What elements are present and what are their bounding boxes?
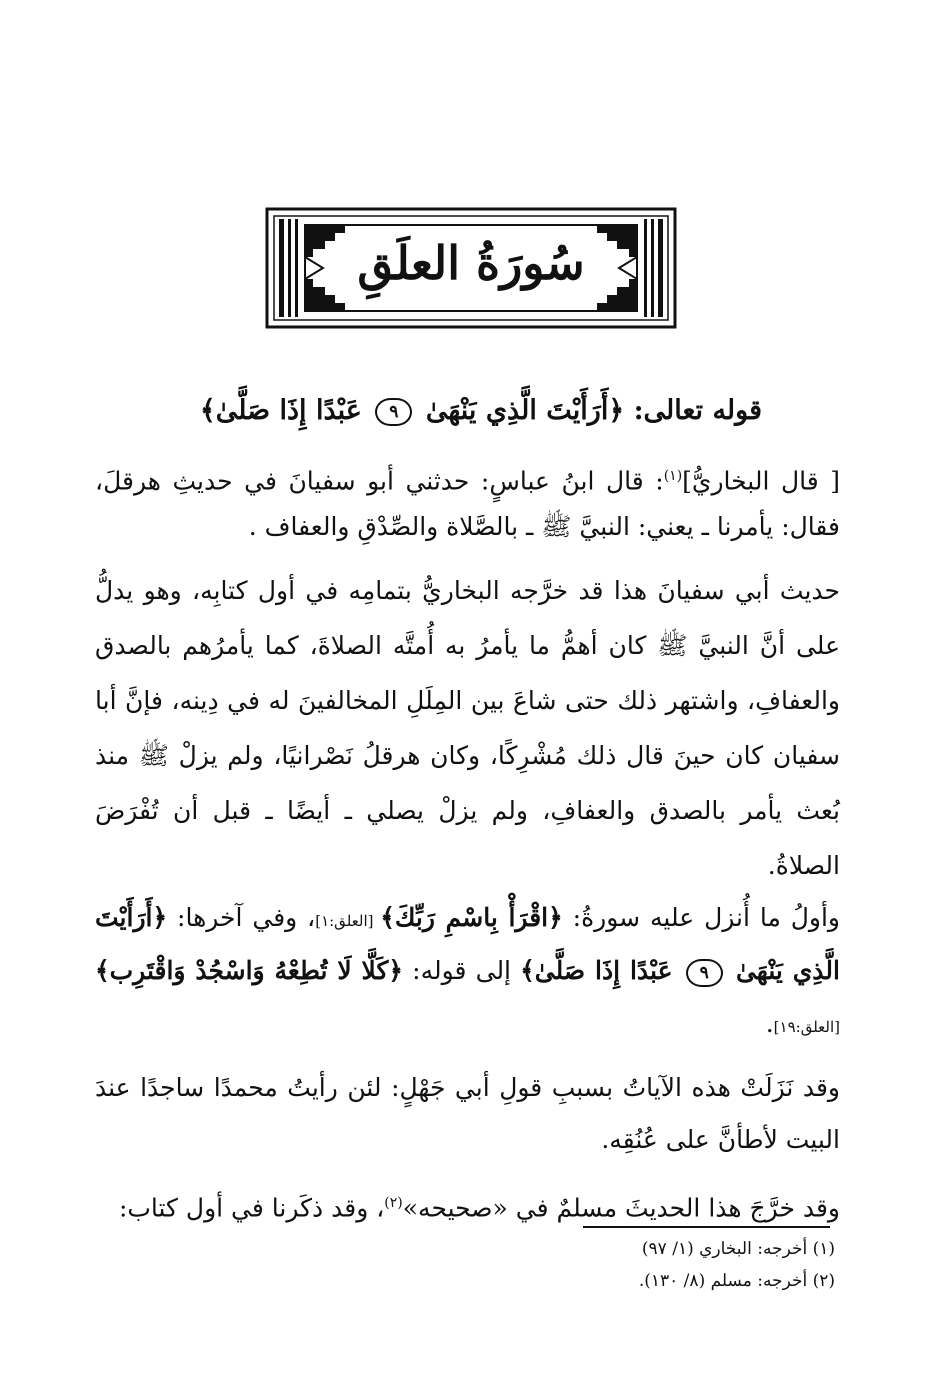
text-segment: وأولُ ما أُنزل عليه سورةُ: (562, 903, 841, 932)
footnote-divider (583, 1226, 830, 1228)
bukhari-label: [ قال البخاريُّ] (682, 466, 840, 496)
heading-ayah-part2: عَبْدًا إِذَا صَلَّىٰ﴾ (199, 395, 362, 426)
quran-quote-iqra: ﴿اقْرَأْ بِاسْمِ رَبِّكَ﴾ (380, 903, 563, 932)
surah-title: سُورَةُ العلَقِ (357, 236, 585, 290)
verse-reference: [العلق:١٩] (773, 1018, 840, 1036)
footnote-ref-1[interactable]: (١) (663, 468, 683, 484)
heading-ayah-part1: ﴿أَرَأَيْتَ الَّذِي يَنْهَىٰ (425, 395, 625, 426)
quran-quote-abdan: عَبْدًا إِذَا صَلَّىٰ﴾ (520, 956, 673, 985)
verse-heading (110, 386, 762, 436)
ayah-number-marker: ٩ (375, 398, 412, 426)
ayah-number-marker: ٩ (686, 959, 723, 987)
paragraph-muslim (95, 1180, 840, 1231)
quran-quote-kalla: ﴿كَلَّا لَا تُطِعْهُ وَاسْجُدْ وَاقْتَرِب﴾ (95, 956, 403, 985)
text-segment: وقد خرَّجَ هذا الحديثَ مسلمٌ في «صحيحه» (402, 1193, 840, 1223)
heading-prefix: قوله تعالى: (633, 395, 762, 426)
text-segment: إلى قوله: (403, 956, 521, 985)
text-segment: . (765, 1009, 774, 1038)
paragraph-bukhari-quote (95, 453, 840, 550)
bukhari-quote-text: : قال ابنُ عباسٍ: حدثني أبو سفيانَ في حديثِ هرقلَ، فقال: يأمرنا ـ يعني: النبيَّ ﷺ ـ بالصَّلاة والصِّدْقِ والعفاف . (95, 466, 840, 542)
quran-quote-ara-ayta: ﴿أَرَأَيْتَ الَّذِي يَنْهَىٰ (95, 903, 840, 985)
verse-reference: [العلق:١] (315, 912, 381, 930)
text-segment: ، وقد ذكَرنا في أول كتاب: (118, 1193, 385, 1223)
paragraph-first-revelation (95, 893, 840, 1052)
paragraph-abu-jahl: وقد نَزَلَتْ هذه الآياتُ بسببِ قولِ أبي جَهْلٍ: لئن رأيتُ محمدًا ساجدًا عندَ البيت لأطأنَّ على عُنُقِه. (95, 1073, 840, 1154)
footnote-1: (١) أخرجه: البخاري (١/ ٩٧) (641, 1239, 835, 1259)
title-frame (265, 207, 677, 329)
paragraph-commentary: حديث أبي سفيانَ هذا قد خرَّجه البخاريُّ بتمامِه في أول كتابِه، وهو يدلُّ على أنَّ النبيَّ ﷺ كان أهمُّ ما يأمرُ به أُمتَّه الصلاةَ، كما يأمرُهم بالصدق والعفافِ، واشتهر ذلك حتى شاعَ بين المِلَلِ المخالفينَ له في دِينه، فإنَّ أبا سفيان كان حينَ قال ذلك مُشْرِكًا، وكان هرقلُ نَصْرانيًا، ولم يزلْ ﷺ منذ بُعث يأمر بالصدق والعفافِ، ولم يزلْ يصلي ـ أيضًا ـ قبل أن تُفْرَضَ الصلاةُ. (95, 576, 840, 880)
footnote-2: (٢) أخرجه: مسلم (٨/ ١٣٠). (638, 1271, 835, 1291)
footnote-ref-2[interactable]: (٢) (384, 1195, 403, 1211)
text-segment: ، وفي آخرها: (167, 903, 316, 932)
